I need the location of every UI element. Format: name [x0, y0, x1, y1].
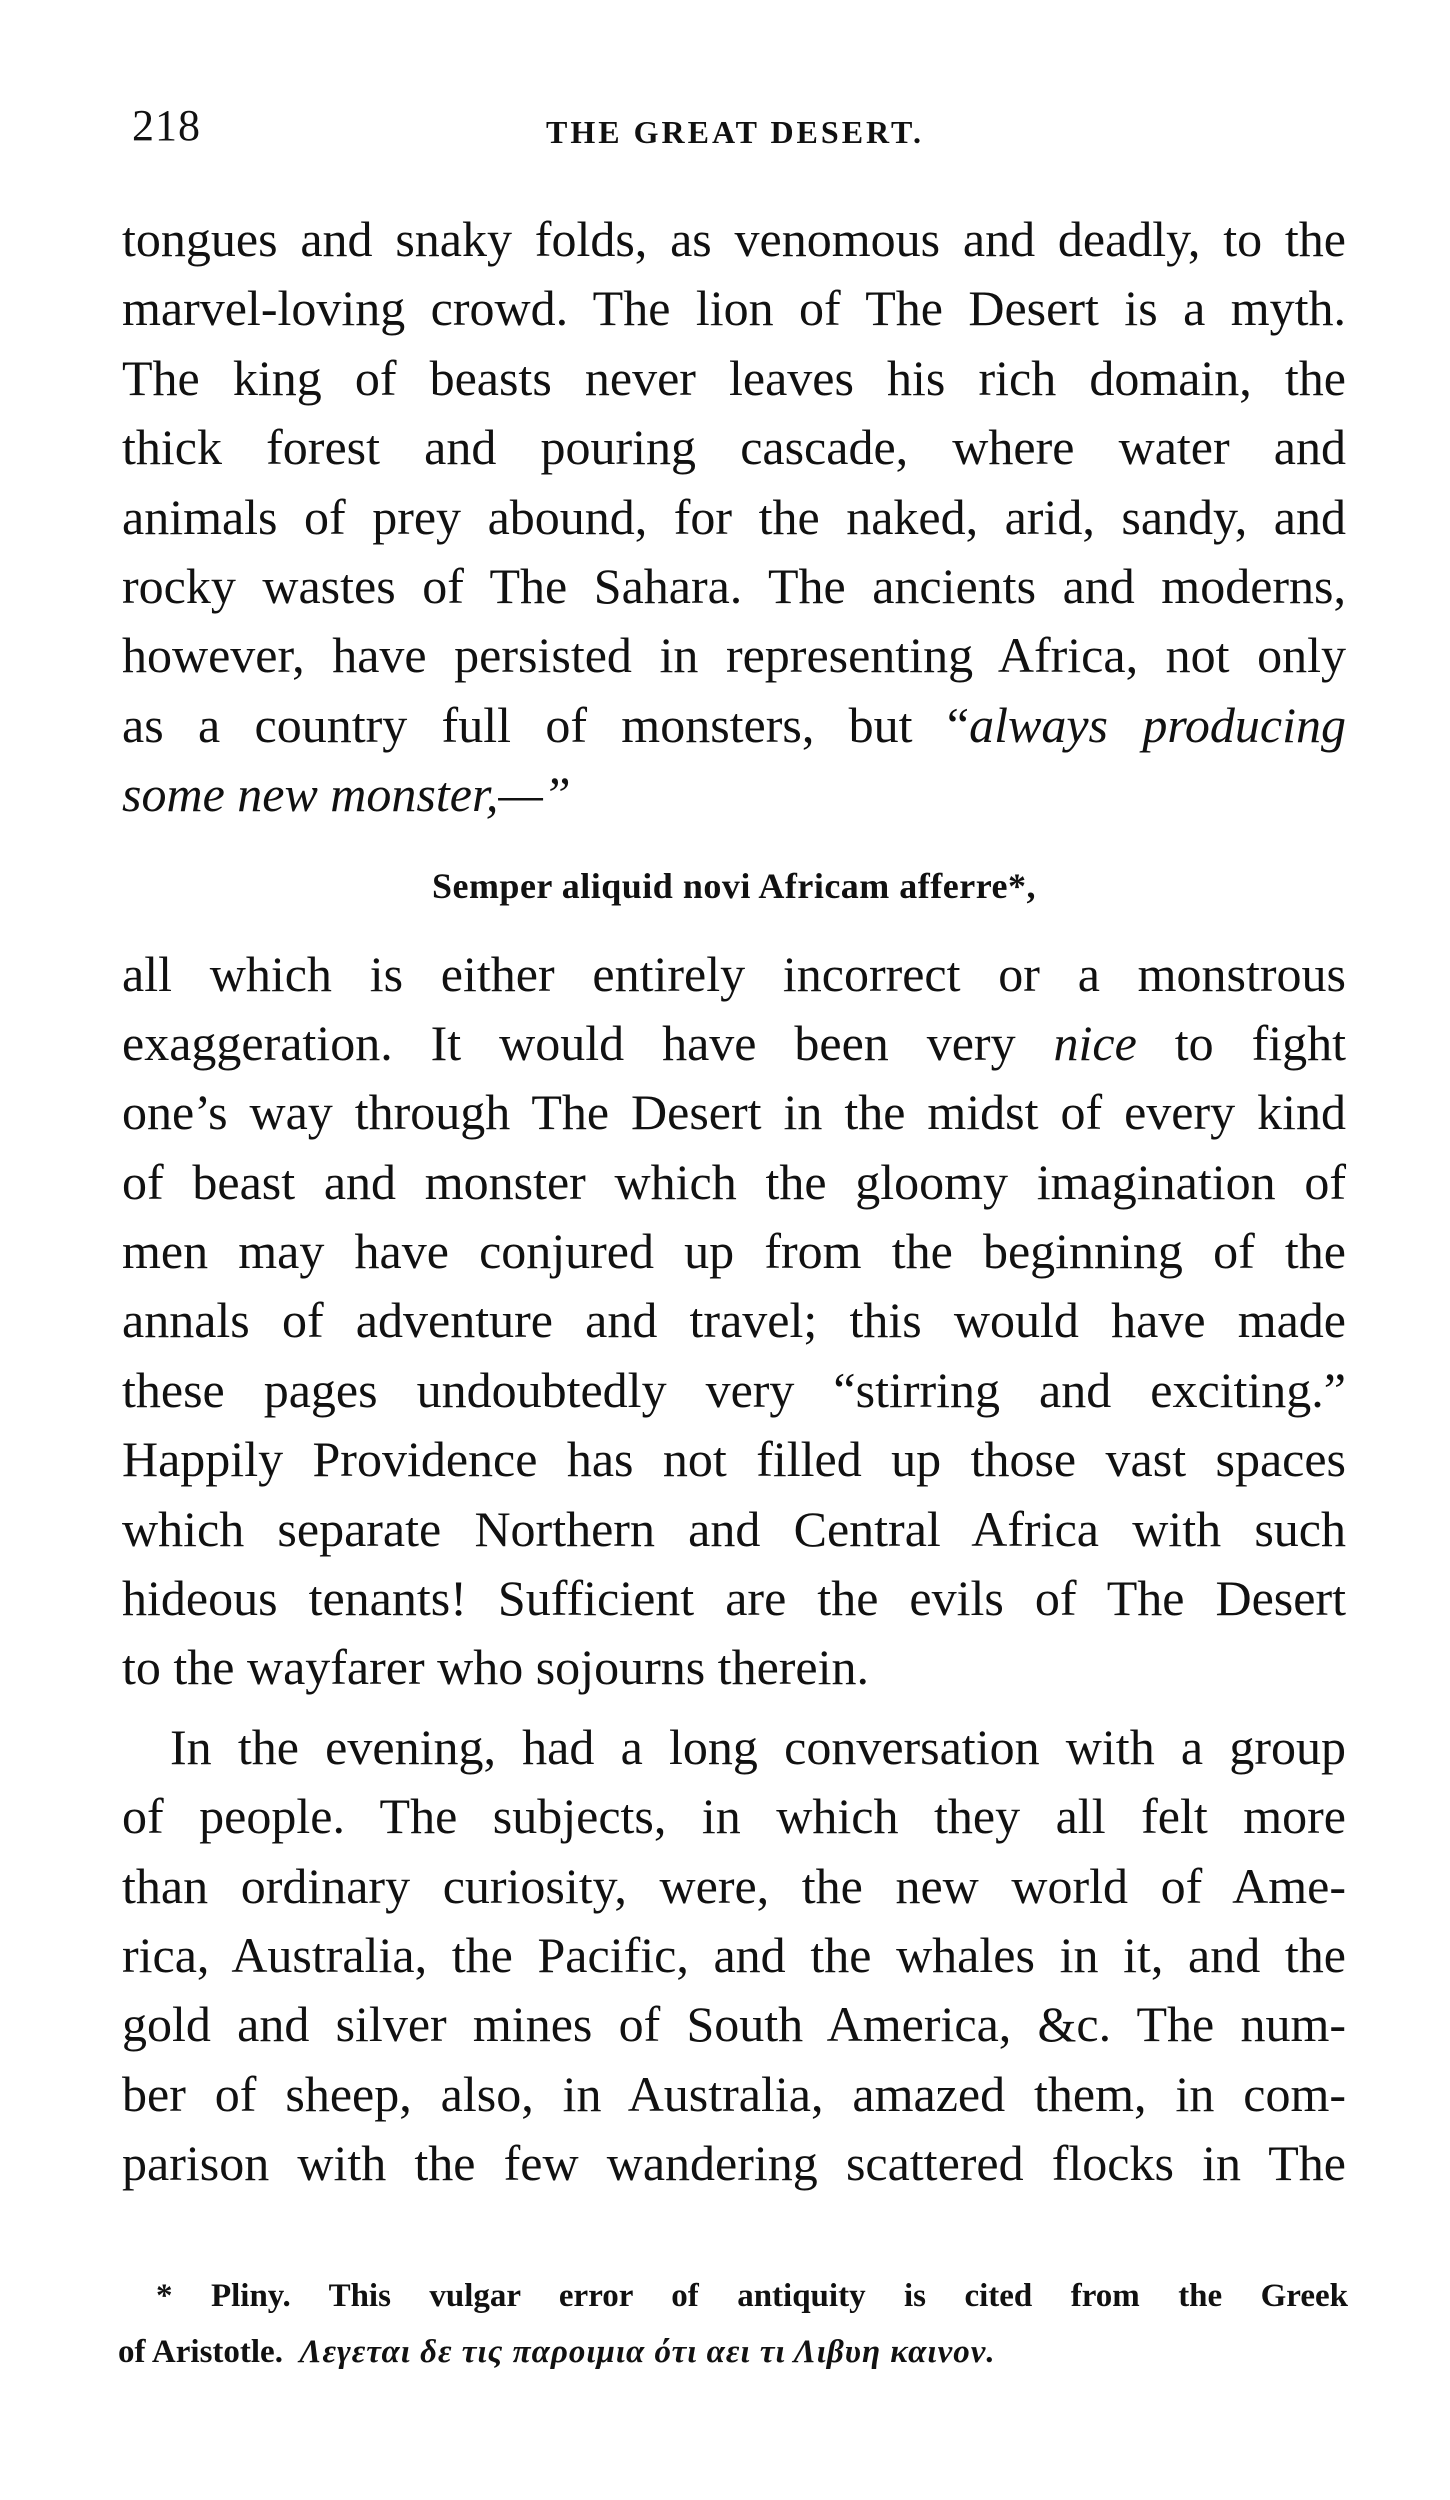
- footnote-text: of Aristotle.: [118, 2334, 283, 2370]
- paragraph-1: [122, 205, 1346, 830]
- text-line: hideous tenants! Sufficient are the evils of The Desert: [122, 1570, 1346, 1627]
- page-header: [130, 100, 1340, 170]
- text-line: ber of sheep, also, in Australia, amazed them, in com-: [122, 2065, 1346, 2122]
- paragraph-2: [122, 940, 1346, 1703]
- running-title: THE GREAT DESERT.: [546, 114, 924, 150]
- latin-quotation: Semper aliquid novi Africam afferre*,: [431, 865, 1037, 906]
- text-line: men may have conjured up from the beginning of the: [122, 1223, 1346, 1280]
- page-body: [122, 205, 1346, 2199]
- text-line: parison with the few wandering scattered flocks in The: [122, 2135, 1346, 2192]
- text-line: annals of adventure and travel; this would have made: [122, 1292, 1346, 1349]
- text-line: The king of beasts never leaves his rich domain, the: [122, 349, 1346, 406]
- paragraph-3: [122, 1713, 1346, 2199]
- italic-text-line: [122, 760, 1346, 829]
- footnote-line: * Pliny. This vulgar error of antiquity is cited from the Greek: [156, 2278, 1348, 2314]
- text-line: these pages undoubtedly very “stirring and exciting.”: [122, 1361, 1346, 1418]
- italic-word: nice: [1053, 1014, 1137, 1071]
- text-segment: exaggeration. It would have been very: [122, 1014, 1016, 1071]
- text-line: gold and silver mines of South America, &c. The num-: [122, 1996, 1346, 2053]
- text-line-with-italic: [122, 1009, 1346, 1078]
- italic-phrase: some new monster,—”: [122, 766, 571, 823]
- italic-phrase: always producing: [969, 696, 1346, 753]
- text-line-with-italic: [122, 691, 1346, 760]
- text-line: thick forest and pouring cascade, where water and: [122, 419, 1346, 476]
- text-line: to the wayfarer who sojourns therein.: [122, 1639, 869, 1696]
- text-segment: as a country full of monsters, but “: [122, 696, 970, 753]
- text-line: which separate Northern and Central Africa with such: [122, 1500, 1346, 1557]
- text-line: rica, Australia, the Pacific, and the whales in it, and the: [122, 1926, 1346, 1983]
- text-line: rocky wastes of The Sahara. The ancients and moderns,: [122, 557, 1346, 614]
- greek-quotation: Λεγεται δε τις παροιμια ότι αει τι Λιβυη καινον.: [299, 2334, 996, 2370]
- text-line: one’s way through The Desert in the midst of every kind: [122, 1084, 1346, 1141]
- text-line: Happily Providence has not filled up those vast spaces: [122, 1431, 1346, 1488]
- text-line: of beast and monster which the gloomy imagination of: [122, 1153, 1346, 1210]
- text-line: animals of prey abound, for the naked, arid, sandy, and: [122, 488, 1346, 545]
- text-line: all which is either entirely incorrect or a monstrous: [122, 945, 1346, 1002]
- page-number: 218: [132, 101, 201, 150]
- text-segment: to fight: [1174, 1014, 1347, 1071]
- text-line: marvel-loving crowd. The lion of The Desert is a myth.: [122, 280, 1346, 337]
- footnote: [118, 2268, 1348, 2380]
- footnote-line: [118, 2324, 1348, 2380]
- text-line: tongues and snaky folds, as venomous and deadly, to the: [122, 211, 1346, 267]
- text-line: In the evening, had a long conversation with a group: [170, 1718, 1346, 1775]
- text-line: of people. The subjects, in which they all felt more: [122, 1788, 1346, 1845]
- text-line: however, have persisted in representing Africa, not only: [122, 627, 1346, 684]
- text-line: than ordinary curiosity, were, the new world of Ame-: [122, 1857, 1346, 1914]
